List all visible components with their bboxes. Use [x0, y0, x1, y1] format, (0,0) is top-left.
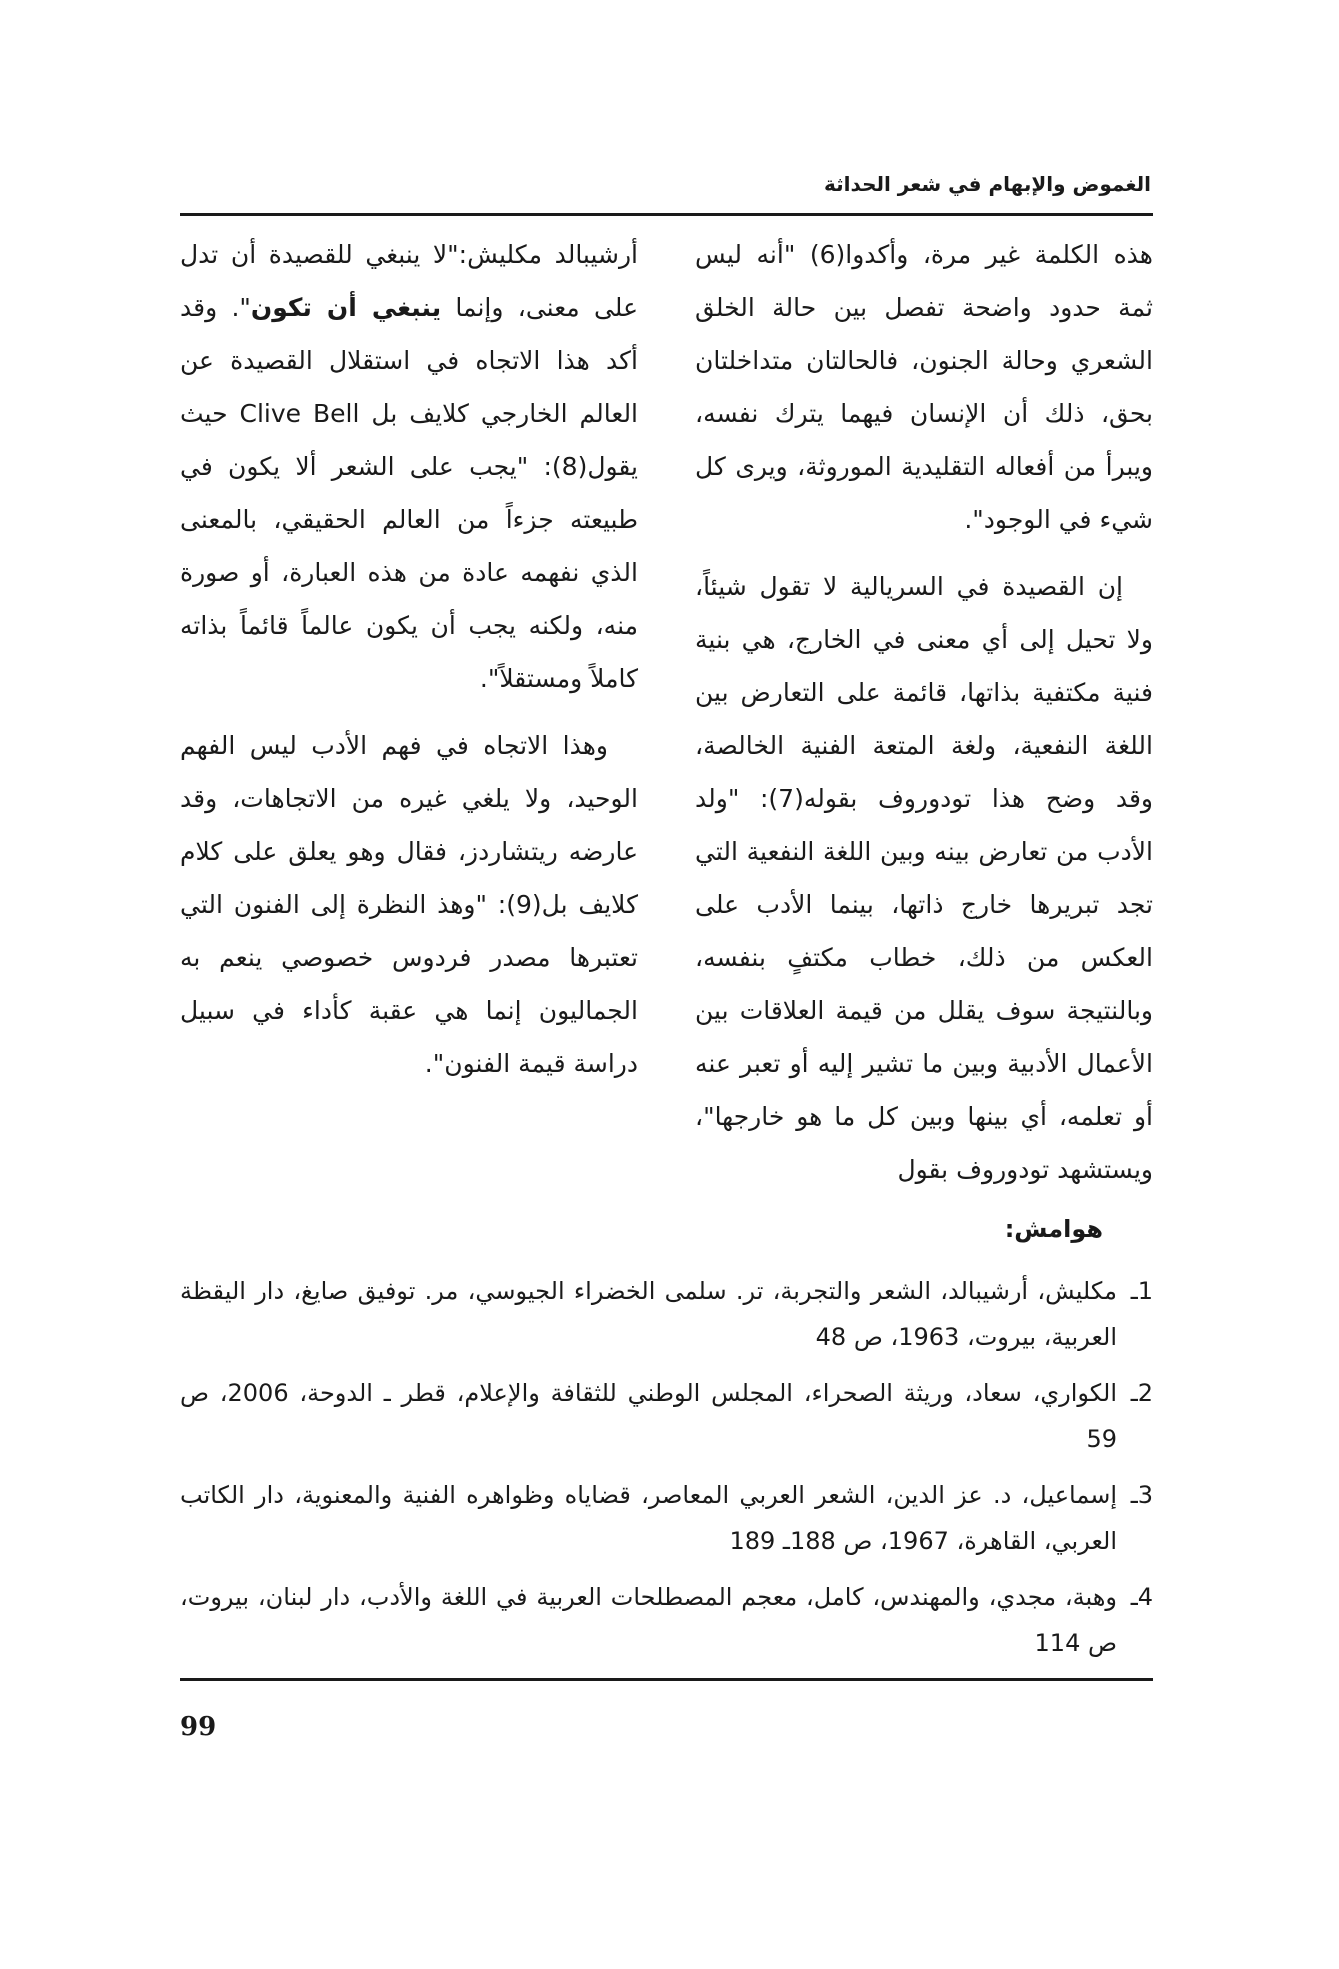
page-number: 99: [180, 1712, 217, 1742]
footnote: [180, 1268, 1153, 1360]
footnote-text: مكليش، أرشيبالد، الشعر والتجربة، تر. سلمى الخضراء الجيوسي، مر. توفيق صايغ، دار اليقظة العربية، بيروت، 1963، ص 48: [180, 1277, 1117, 1351]
right-column: [695, 228, 1153, 1208]
footnote: [180, 1370, 1153, 1462]
paragraph-text: ". وقد أكد هذا الاتجاه في استقلال القصيدة عن العالم الخارجي كلايف بل Clive Bell حيث يقول(8): "يجب على الشعر ألا يكون في طبيعته جزءاً من العالم الحقيقي، بالمعنى الذي نفهمه عادة من هذه العبارة، أو صورة منه، ولكنه يجب أن يكون عالماً قائماً بذاته كاملاً ومستقلاً".: [180, 293, 639, 693]
footnote-number: 3ـ: [1130, 1481, 1153, 1509]
left-column: [180, 228, 638, 1208]
footnote: [180, 1472, 1153, 1564]
paragraph: [180, 228, 638, 705]
paragraph: هذه الكلمة غير مرة، وأكدوا(6) "أنه ليس ثمة حدود واضحة تفصل بين حالة الخلق الشعري وحالة الجنون، فالحالتان متداخلتان بحق، ذلك أن الإنسان فيهما يترك نفسه، ويبرأ من أفعاله التقليدية الموروثة، ويرى كل شيء في الوجود".: [695, 240, 1153, 534]
footnote-number: 4ـ: [1130, 1583, 1153, 1611]
paragraph-text: أرشيبالد مكليش:"لا ينبغي للقصيدة أن تدل على معنى، وإنما: [180, 240, 638, 322]
footnote: [180, 1574, 1153, 1666]
footnote-text: وهبة، مجدي، والمهندس، كامل، معجم المصطلحات العربية في اللغة والأدب، دار لبنان، بيروت، ص 114: [180, 1583, 1117, 1657]
footnotes: [180, 1268, 1153, 1676]
header-rule: [180, 213, 1153, 216]
bold-phrase: ينبغي أن تكون: [250, 293, 442, 322]
footer-rule: [180, 1678, 1153, 1681]
footnote-number: 1ـ: [1130, 1277, 1153, 1305]
footnote-number: 2ـ: [1130, 1379, 1153, 1407]
running-header: الغموض والإبهام في شعر الحداثة: [824, 172, 1151, 196]
footnote-text: الكواري، سعاد، وريثة الصحراء، المجلس الوطني للثقافة والإعلام، قطر ـ الدوحة، 2006، ص 59: [180, 1379, 1118, 1453]
paragraph: وهذا الاتجاه في فهم الأدب ليس الفهم الوحيد، ولا يلغي غيره من الاتجاهات، وقد عارضه ريتشاردز، فقال وهو يعلق على كلام كلايف بل(9): "وهذ النظرة إلى الفنون التي تعتبرها مصدر فردوس خصوصي ينعم به الجماليون إنما هي عقبة كأداء في سبيل دراسة قيمة الفنون".: [180, 731, 638, 1078]
footnote-text: إسماعيل، د. عز الدين، الشعر العربي المعاصر، قضاياه وظواهره الفنية والمعنوية، دار الكاتب العربي، القاهرة، 1967، ص 188ـ 189: [180, 1481, 1117, 1555]
footnotes-title: هوامش:: [1004, 1215, 1103, 1243]
paragraph: إن القصيدة في السريالية لا تقول شيئاً، ولا تحيل إلى أي معنى في الخارج، هي بنية فنية مكتفية بذاتها، قائمة على التعارض بين اللغة النفعية، ولغة المتعة الفنية الخالصة، وقد وضح هذا تودوروف بقوله(7): "ولد الأدب من تعارض بينه وبين اللغة النفعية التي تجد تبريرها خارج ذاتها، بينما الأدب على العكس من ذلك، خطاب مكتفٍ بنفسه، وبالنتيجة سوف يقلل من قيمة العلاقات بين الأعمال الأدبية وبين ما تشير إليه أو تعبر عنه أو تعلمه، أي بينها وبين كل ما هو خارجها"، ويستشهد تودوروف بقول: [695, 572, 1153, 1184]
text-columns: [180, 228, 1153, 1208]
